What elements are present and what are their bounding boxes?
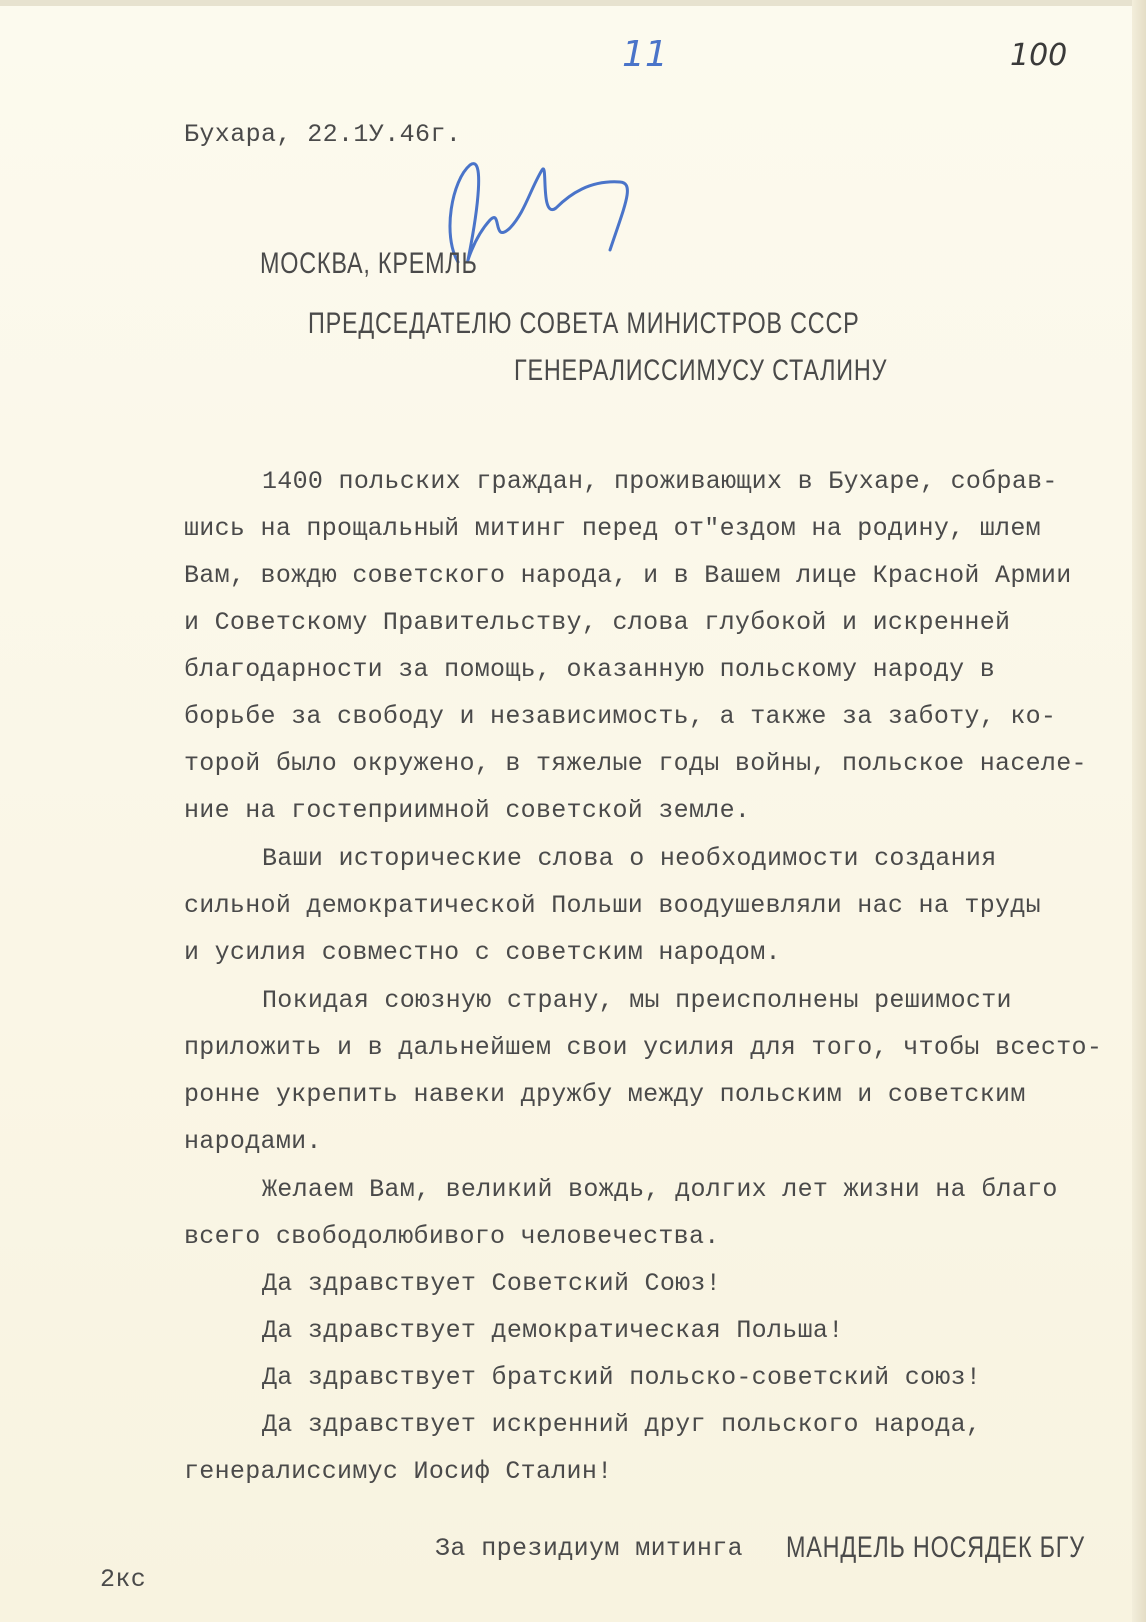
page-number-black: 100 xyxy=(1010,38,1068,73)
page-number-blue: 11 xyxy=(622,34,668,75)
slogan-3: Да здравствует братский польско-советский союз! xyxy=(262,1363,982,1392)
paragraph-line: и Советскому Правительству, слова глубокой и искренней xyxy=(184,608,1011,637)
paragraph-2 xyxy=(184,835,1084,976)
address-line-1: МОСКВА, КРЕМЛЬ xyxy=(260,247,478,280)
paragraph-line: Ваши исторические слова о необходимости создания xyxy=(262,844,997,873)
slogan-4-continued: генералиссимус Иосиф Сталин! xyxy=(184,1457,613,1486)
paragraph-1 xyxy=(184,458,1087,834)
slogan-4: Да здравствует искренний друг польского народа, xyxy=(262,1410,982,1439)
paragraph-line: торой было окружено, в тяжелые годы войны, польское населе- xyxy=(184,749,1087,778)
paragraph-line: ние на гостеприимной советской земле. xyxy=(184,796,751,825)
paragraph-line: борьбе за свободу и независимость, а также за заботу, ко- xyxy=(184,702,1057,731)
paragraph-line: ронне укрепить навеки дружбу между польским и советским xyxy=(184,1080,1026,1109)
place-date: Бухара, 22.1У.46г. xyxy=(184,120,462,149)
paragraph-line: Желаем Вам, великий вождь, долгих лет жизни на благо xyxy=(262,1175,1058,1204)
paragraph-3 xyxy=(184,977,1103,1165)
paragraph-line: и усилия совместно с советским народом. xyxy=(184,938,781,967)
paragraph-line: сильной демократической Польши воодушевляли нас на труды xyxy=(184,891,1041,920)
paragraph-line: 1400 польских граждан, проживающих в Бухаре, собрав- xyxy=(262,467,1058,496)
slogan-1: Да здравствует Советский Союз! xyxy=(262,1269,722,1298)
paragraph-line: приложить и в дальнейшем свои усилия для того, чтобы всесто- xyxy=(184,1033,1103,1062)
page-edge-top xyxy=(0,0,1146,6)
signature-names: МАНДЕЛЬ НОСЯДЕК БГУ xyxy=(786,1531,1085,1564)
slogan-2: Да здравствует демократическая Польша! xyxy=(262,1316,844,1345)
address-line-3: ГЕНЕРАЛИССИМУСУ СТАЛИНУ xyxy=(514,354,888,387)
paragraph-line: всего свободолюбивого человечества. xyxy=(184,1222,720,1251)
paragraph-line: Вам, вождю советского народа, и в Вашем лице Красной Армии xyxy=(184,561,1072,590)
paragraph-line: Покидая союзную страну, мы преисполнены решимости xyxy=(262,986,1012,1015)
paragraph-line: шись на прощальный митинг перед от"ездом на родину, шлем xyxy=(184,514,1041,543)
signature-prefix: За президиум митинга xyxy=(435,1534,744,1563)
footer-code: 2кс xyxy=(100,1565,147,1594)
paragraph-4 xyxy=(184,1166,1084,1260)
slogans xyxy=(184,1260,1084,1495)
paragraph-line: благодарности за помощь, оказанную польскому народу в xyxy=(184,655,996,684)
page-edge-right xyxy=(1132,0,1146,1622)
paragraph-line: народами. xyxy=(184,1127,322,1156)
address-line-2: ПРЕДСЕДАТЕЛЮ СОВЕТА МИНИСТРОВ СССР xyxy=(308,307,860,340)
